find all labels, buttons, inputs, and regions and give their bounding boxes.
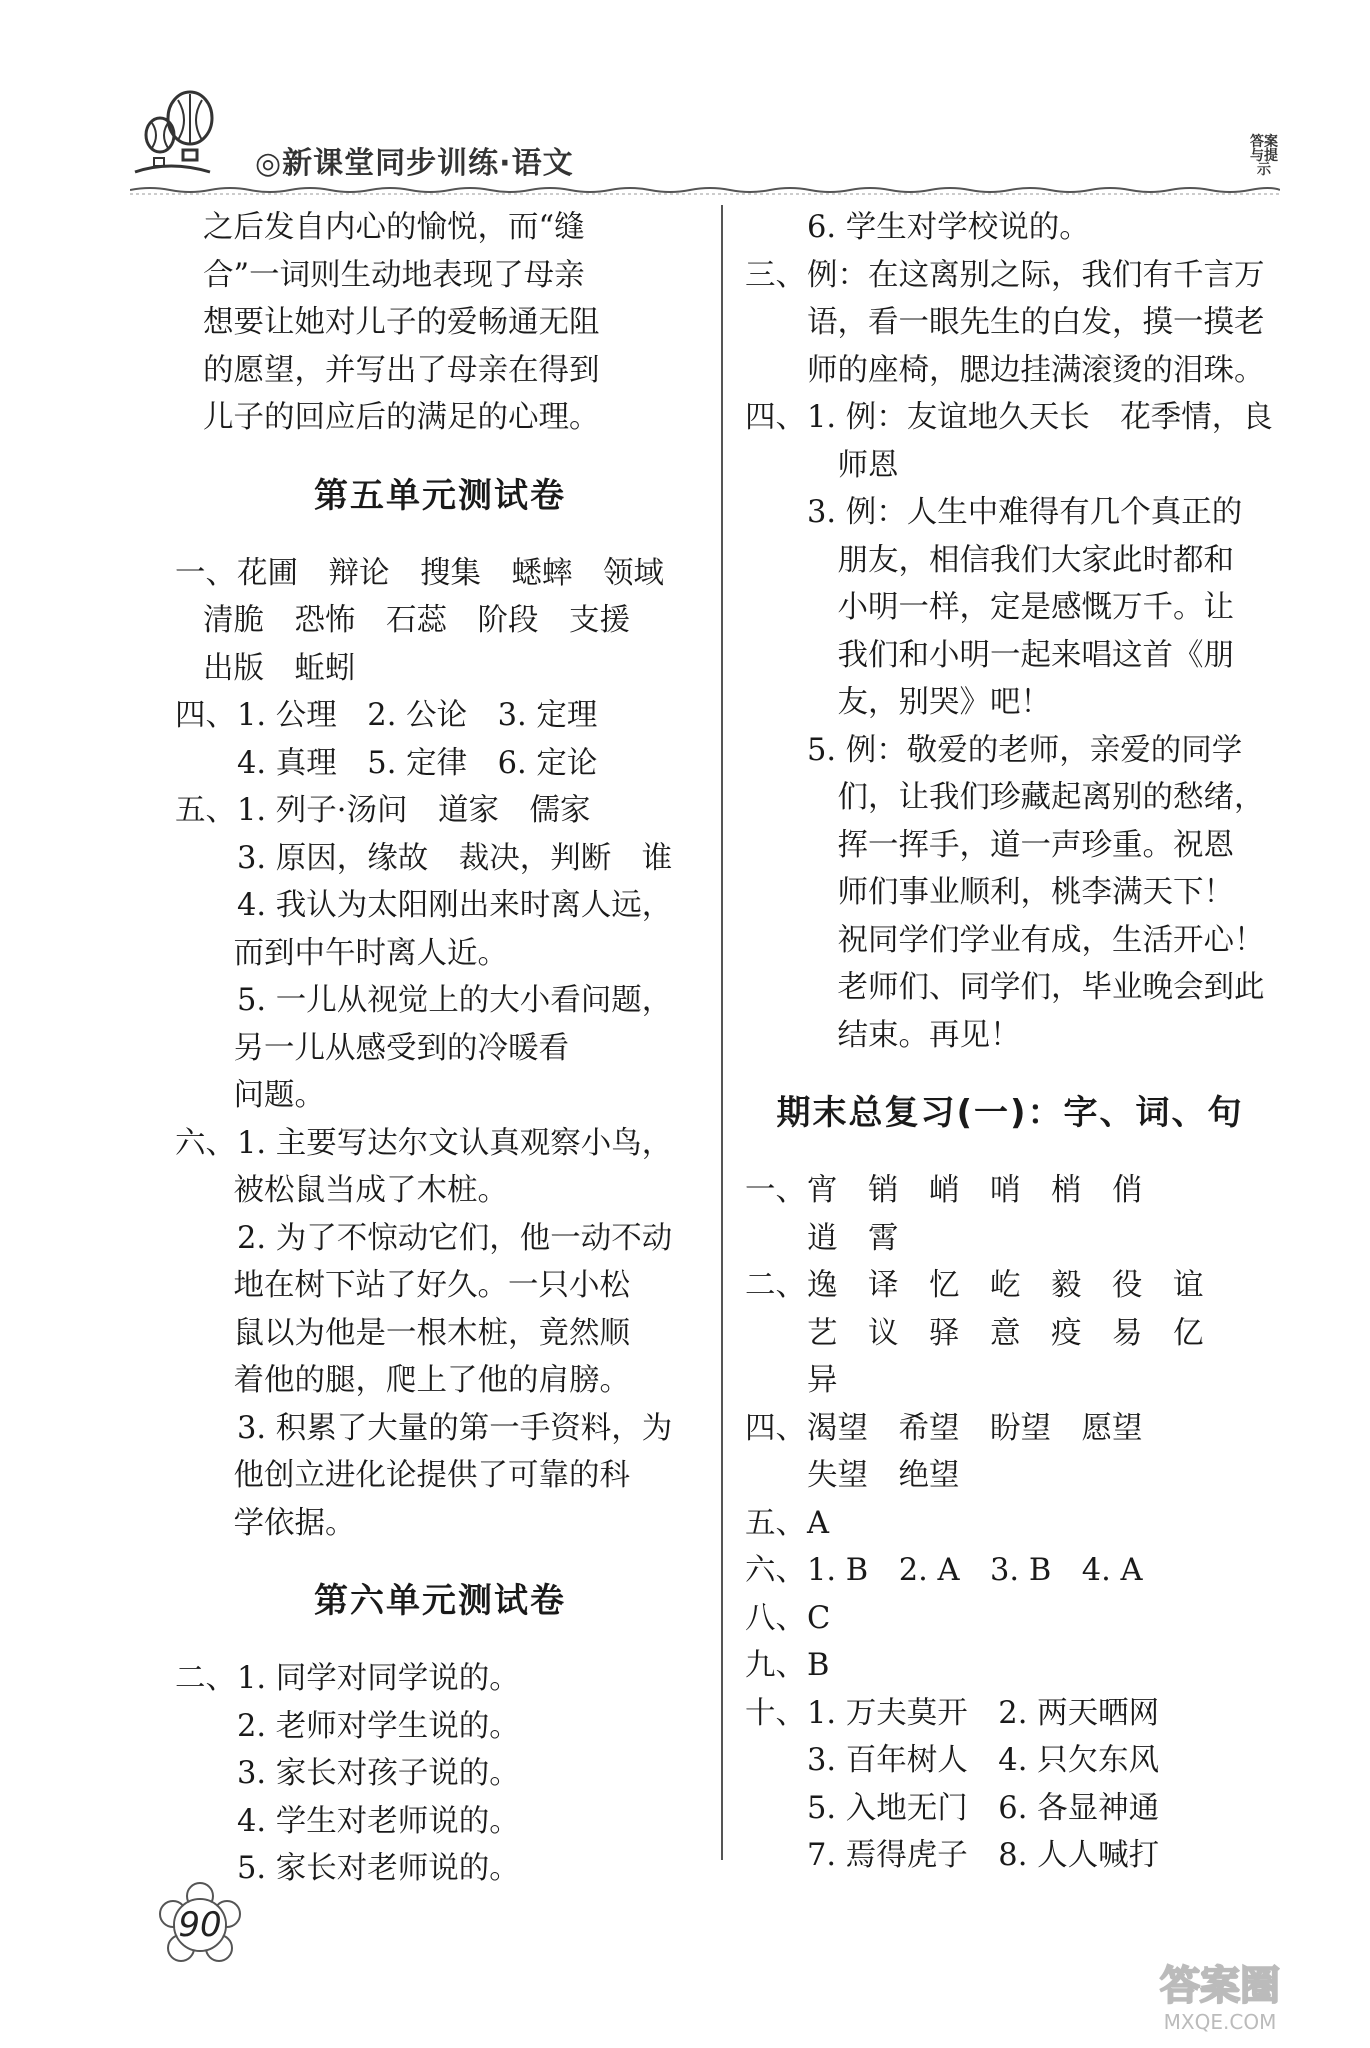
answer-line: [745, 869, 1275, 917]
answer-line: [745, 1310, 1275, 1358]
answer-line: [745, 1832, 1275, 1880]
question-number: 一、: [745, 1173, 806, 1208]
answer-line: [745, 822, 1275, 870]
answer-text: 挥一挥手，道一声珍重。祝恩: [807, 827, 1234, 863]
question-number: 一、: [175, 555, 236, 591]
answer-text: 1. 例：友谊地久天长 花季情，良: [807, 400, 1273, 435]
answer-text: 艺 议 驿 意 疫 易 亿: [807, 1315, 1204, 1351]
answer-line: [175, 597, 705, 645]
answer-line: [745, 1785, 1275, 1833]
answer-line: [175, 692, 705, 740]
answer-line: [745, 679, 1275, 727]
answer-text: 渴望 希望 盼望 愿望: [807, 1410, 1143, 1446]
answer-line: [745, 1012, 1275, 1060]
answer-text: 学依据。: [203, 1505, 356, 1541]
answer-text: 2. 为了不惊动它们，他一动不动: [237, 1220, 673, 1256]
answer-line: [745, 394, 1275, 442]
answer-text: 们，让我们珍藏起离别的愁绪，: [807, 780, 1265, 815]
answer-line: [175, 1655, 705, 1703]
answer-line: [745, 204, 1275, 252]
answer-line: [175, 740, 705, 788]
answer-text: 3. 例：人生中难得有几个真正的: [807, 495, 1243, 530]
answer-line: [745, 1737, 1275, 1785]
answer-text: 语，看一眼先生的白发，摸一摸老: [807, 305, 1265, 340]
answer-tag: 答案与提示: [1250, 134, 1278, 178]
answer-text: 想要让她对儿子的爱畅通无阻: [203, 305, 600, 340]
answer-line: [745, 774, 1275, 822]
section-title: 第五单元测试卷: [314, 475, 566, 516]
question-number: 五、: [175, 793, 236, 828]
question-number: 四、: [175, 698, 236, 733]
answer-line: [175, 645, 705, 693]
svg-text:答案圈: 答案圈: [1160, 1963, 1280, 2009]
answer-line: [745, 347, 1275, 395]
answer-text: 逍 霄: [807, 1220, 899, 1256]
answer-line: [745, 442, 1275, 490]
question-number: 六、: [745, 1553, 806, 1588]
answer-line: [175, 252, 705, 300]
answer-line: [745, 584, 1275, 632]
answer-line: [745, 1500, 1275, 1548]
answer-text: 4. 学生对老师说的。: [237, 1803, 520, 1839]
answer-line: [745, 1642, 1275, 1690]
answer-line: [175, 1798, 705, 1846]
answer-text: 我们和小明一起来唱这首《朋: [807, 637, 1234, 673]
answer-text: 例：在这离别之际，我们有千言万: [807, 257, 1265, 293]
answer-line: [745, 252, 1275, 300]
answer-line: [175, 1750, 705, 1798]
answer-line: [175, 882, 705, 930]
balloon-logo-icon: [130, 90, 270, 180]
answer-line: [745, 1405, 1275, 1453]
answer-line: [175, 1845, 705, 1893]
page-number-badge: [155, 1880, 245, 1970]
answer-line: [745, 727, 1275, 775]
question-number: 八、: [745, 1600, 806, 1636]
answer-text: 老师们、同学们，毕业晚会到此: [807, 970, 1265, 1005]
answer-line: [745, 964, 1275, 1012]
answer-text: 师们事业顺利，桃李满天下！: [807, 875, 1234, 910]
answer-line: [745, 537, 1275, 585]
answer-text: B: [807, 1648, 830, 1683]
question-number: 四、: [745, 400, 806, 435]
answer-text: 被松鼠当成了木桩。: [203, 1173, 508, 1208]
answer-text: 4. 我认为太阳刚出来时离人远，: [237, 888, 673, 923]
answer-text: 朋友，相信我们大家此时都和: [807, 542, 1234, 578]
question-number: 十、: [745, 1695, 806, 1731]
question-number: 二、: [175, 1661, 236, 1696]
answer-line: [745, 299, 1275, 347]
answer-line: [175, 1500, 705, 1548]
answer-line: [175, 1215, 705, 1263]
left-column: [175, 204, 705, 1893]
answer-line: [745, 489, 1275, 537]
answer-line: [175, 1167, 705, 1215]
answer-line: [175, 1452, 705, 1500]
answer-line: [745, 1690, 1275, 1738]
answer-text: 之后发自内心的愉悦，而“缝: [203, 210, 585, 245]
answer-text: 3. 积累了大量的第一手资料，为: [237, 1410, 673, 1446]
question-number: 九、: [745, 1648, 806, 1683]
answer-text: 6. 学生对学校说的。: [807, 210, 1090, 245]
answer-line: [175, 1357, 705, 1405]
answer-text: 1. 列子·汤问 道家 儒家: [237, 793, 591, 828]
question-number: 三、: [745, 257, 806, 293]
right-column: [745, 204, 1275, 1880]
answer-line: [175, 299, 705, 347]
answer-text: 问题。: [203, 1078, 325, 1113]
answer-text: 5. 家长对老师说的。: [237, 1851, 520, 1886]
answer-text: 结束。再见！: [807, 1017, 1021, 1053]
answer-line: [175, 1703, 705, 1751]
answer-text: 1. 同学对同学说的。: [237, 1661, 520, 1696]
column-divider: [721, 205, 723, 1860]
answer-text: 地在树下站了好久。一只小松: [203, 1268, 630, 1303]
question-number: 二、: [745, 1268, 806, 1303]
answer-text: C: [807, 1600, 831, 1636]
question-number: 四、: [745, 1410, 806, 1446]
answer-line: [175, 1310, 705, 1358]
answer-line: [175, 1262, 705, 1310]
answer-line: [175, 930, 705, 978]
answer-text: 3. 百年树人 4. 只欠东风: [807, 1743, 1160, 1778]
page-number: 90: [178, 1905, 222, 1945]
answer-line: [745, 1262, 1275, 1310]
answer-text: 儿子的回应后的满足的心理。: [203, 400, 600, 435]
answer-text: 异: [807, 1363, 838, 1398]
answer-text: 宵 销 峭 哨 梢 俏: [807, 1173, 1143, 1208]
answer-text: 5. 一儿从视觉上的大小看问题，: [237, 983, 673, 1018]
answer-text: 2. 老师对学生说的。: [237, 1708, 520, 1744]
answer-text: A: [807, 1505, 830, 1541]
answer-text: 而到中午时离人近。: [203, 935, 508, 971]
answer-text: 失望 绝望: [807, 1458, 960, 1493]
answer-text: 3. 家长对孩子说的。: [237, 1756, 520, 1791]
answer-line: [175, 550, 705, 598]
answer-line: [745, 1167, 1275, 1215]
answer-text: 他创立进化论提供了可靠的科: [203, 1458, 630, 1493]
answer-line: [175, 394, 705, 442]
answer-line: [745, 1215, 1275, 1263]
answer-line: [175, 1025, 705, 1073]
answer-text: 合”一词则生动地表现了母亲: [203, 257, 585, 293]
answer-line: [745, 1357, 1275, 1405]
header-title: ◎新课堂同步训练·语文: [255, 146, 574, 181]
answer-text: 出版 蚯蚓: [203, 650, 356, 686]
answer-text: 小明一样，定是感慨万千。让: [807, 590, 1234, 625]
answer-text: 的愿望，并写出了母亲在得到: [203, 352, 600, 388]
answer-text: 1. 主要写达尔文认真观察小鸟，: [237, 1125, 673, 1161]
answer-text: 祝同学们学业有成，生活开心！: [807, 922, 1265, 958]
answer-text: 逸 译 忆 屹 毅 役 谊: [807, 1268, 1204, 1303]
answer-line: [175, 787, 705, 835]
question-number: 六、: [175, 1125, 236, 1161]
answer-line: [175, 1405, 705, 1453]
watermark-logo: [1120, 1955, 1320, 2035]
answer-text: 花圃 辩论 搜集 蟋蟀 领域: [237, 555, 664, 591]
answer-text: 4. 真理 5. 定律 6. 定论: [237, 745, 598, 781]
answer-line: [745, 1547, 1275, 1595]
answer-text: 鼠以为他是一根木桩，竟然顺: [203, 1315, 630, 1351]
answer-text: 7. 焉得虎子 8. 人人喊打: [807, 1838, 1160, 1873]
answer-text: 5. 入地无门 6. 各显神通: [807, 1790, 1160, 1826]
answer-line: [175, 347, 705, 395]
answer-line: [175, 204, 705, 252]
section-title: 期末总复习(一)：字、词、句: [776, 1093, 1244, 1133]
answer-line: [175, 835, 705, 883]
section-title: 第六单元测试卷: [314, 1581, 566, 1621]
answer-line: [175, 977, 705, 1025]
answer-line: [745, 1452, 1275, 1500]
answer-text: 着他的腿，爬上了他的肩膀。: [203, 1363, 630, 1398]
answer-text: 师的座椅，腮边挂满滚烫的泪珠。: [807, 352, 1265, 388]
answer-text: 清脆 恐怖 石蕊 阶段 支援: [203, 603, 630, 638]
answer-line: [745, 1595, 1275, 1643]
answer-text: 师恩: [807, 447, 899, 483]
answer-text: 1. 万夫莫开 2. 两天晒网: [807, 1695, 1160, 1731]
question-number: 五、: [745, 1505, 806, 1541]
answer-text: 3. 原因，缘故 裁决，判断 谁: [237, 840, 673, 876]
header-rule: [130, 182, 1280, 198]
answer-line: [175, 1120, 705, 1168]
answer-text: 友，别哭》吧！: [807, 685, 1051, 720]
answer-line: [745, 632, 1275, 680]
answer-text: 1. 公理 2. 公论 3. 定理: [237, 698, 598, 733]
answer-line: [175, 1072, 705, 1120]
answer-text: 另一儿从感受到的冷暖看: [203, 1030, 569, 1066]
svg-text:MXQE.COM: MXQE.COM: [1163, 2010, 1277, 2034]
answer-line: [745, 917, 1275, 965]
answer-text: 5. 例：敬爱的老师，亲爱的同学: [807, 732, 1243, 768]
answer-text: 1. B 2. A 3. B 4. A: [807, 1553, 1143, 1588]
